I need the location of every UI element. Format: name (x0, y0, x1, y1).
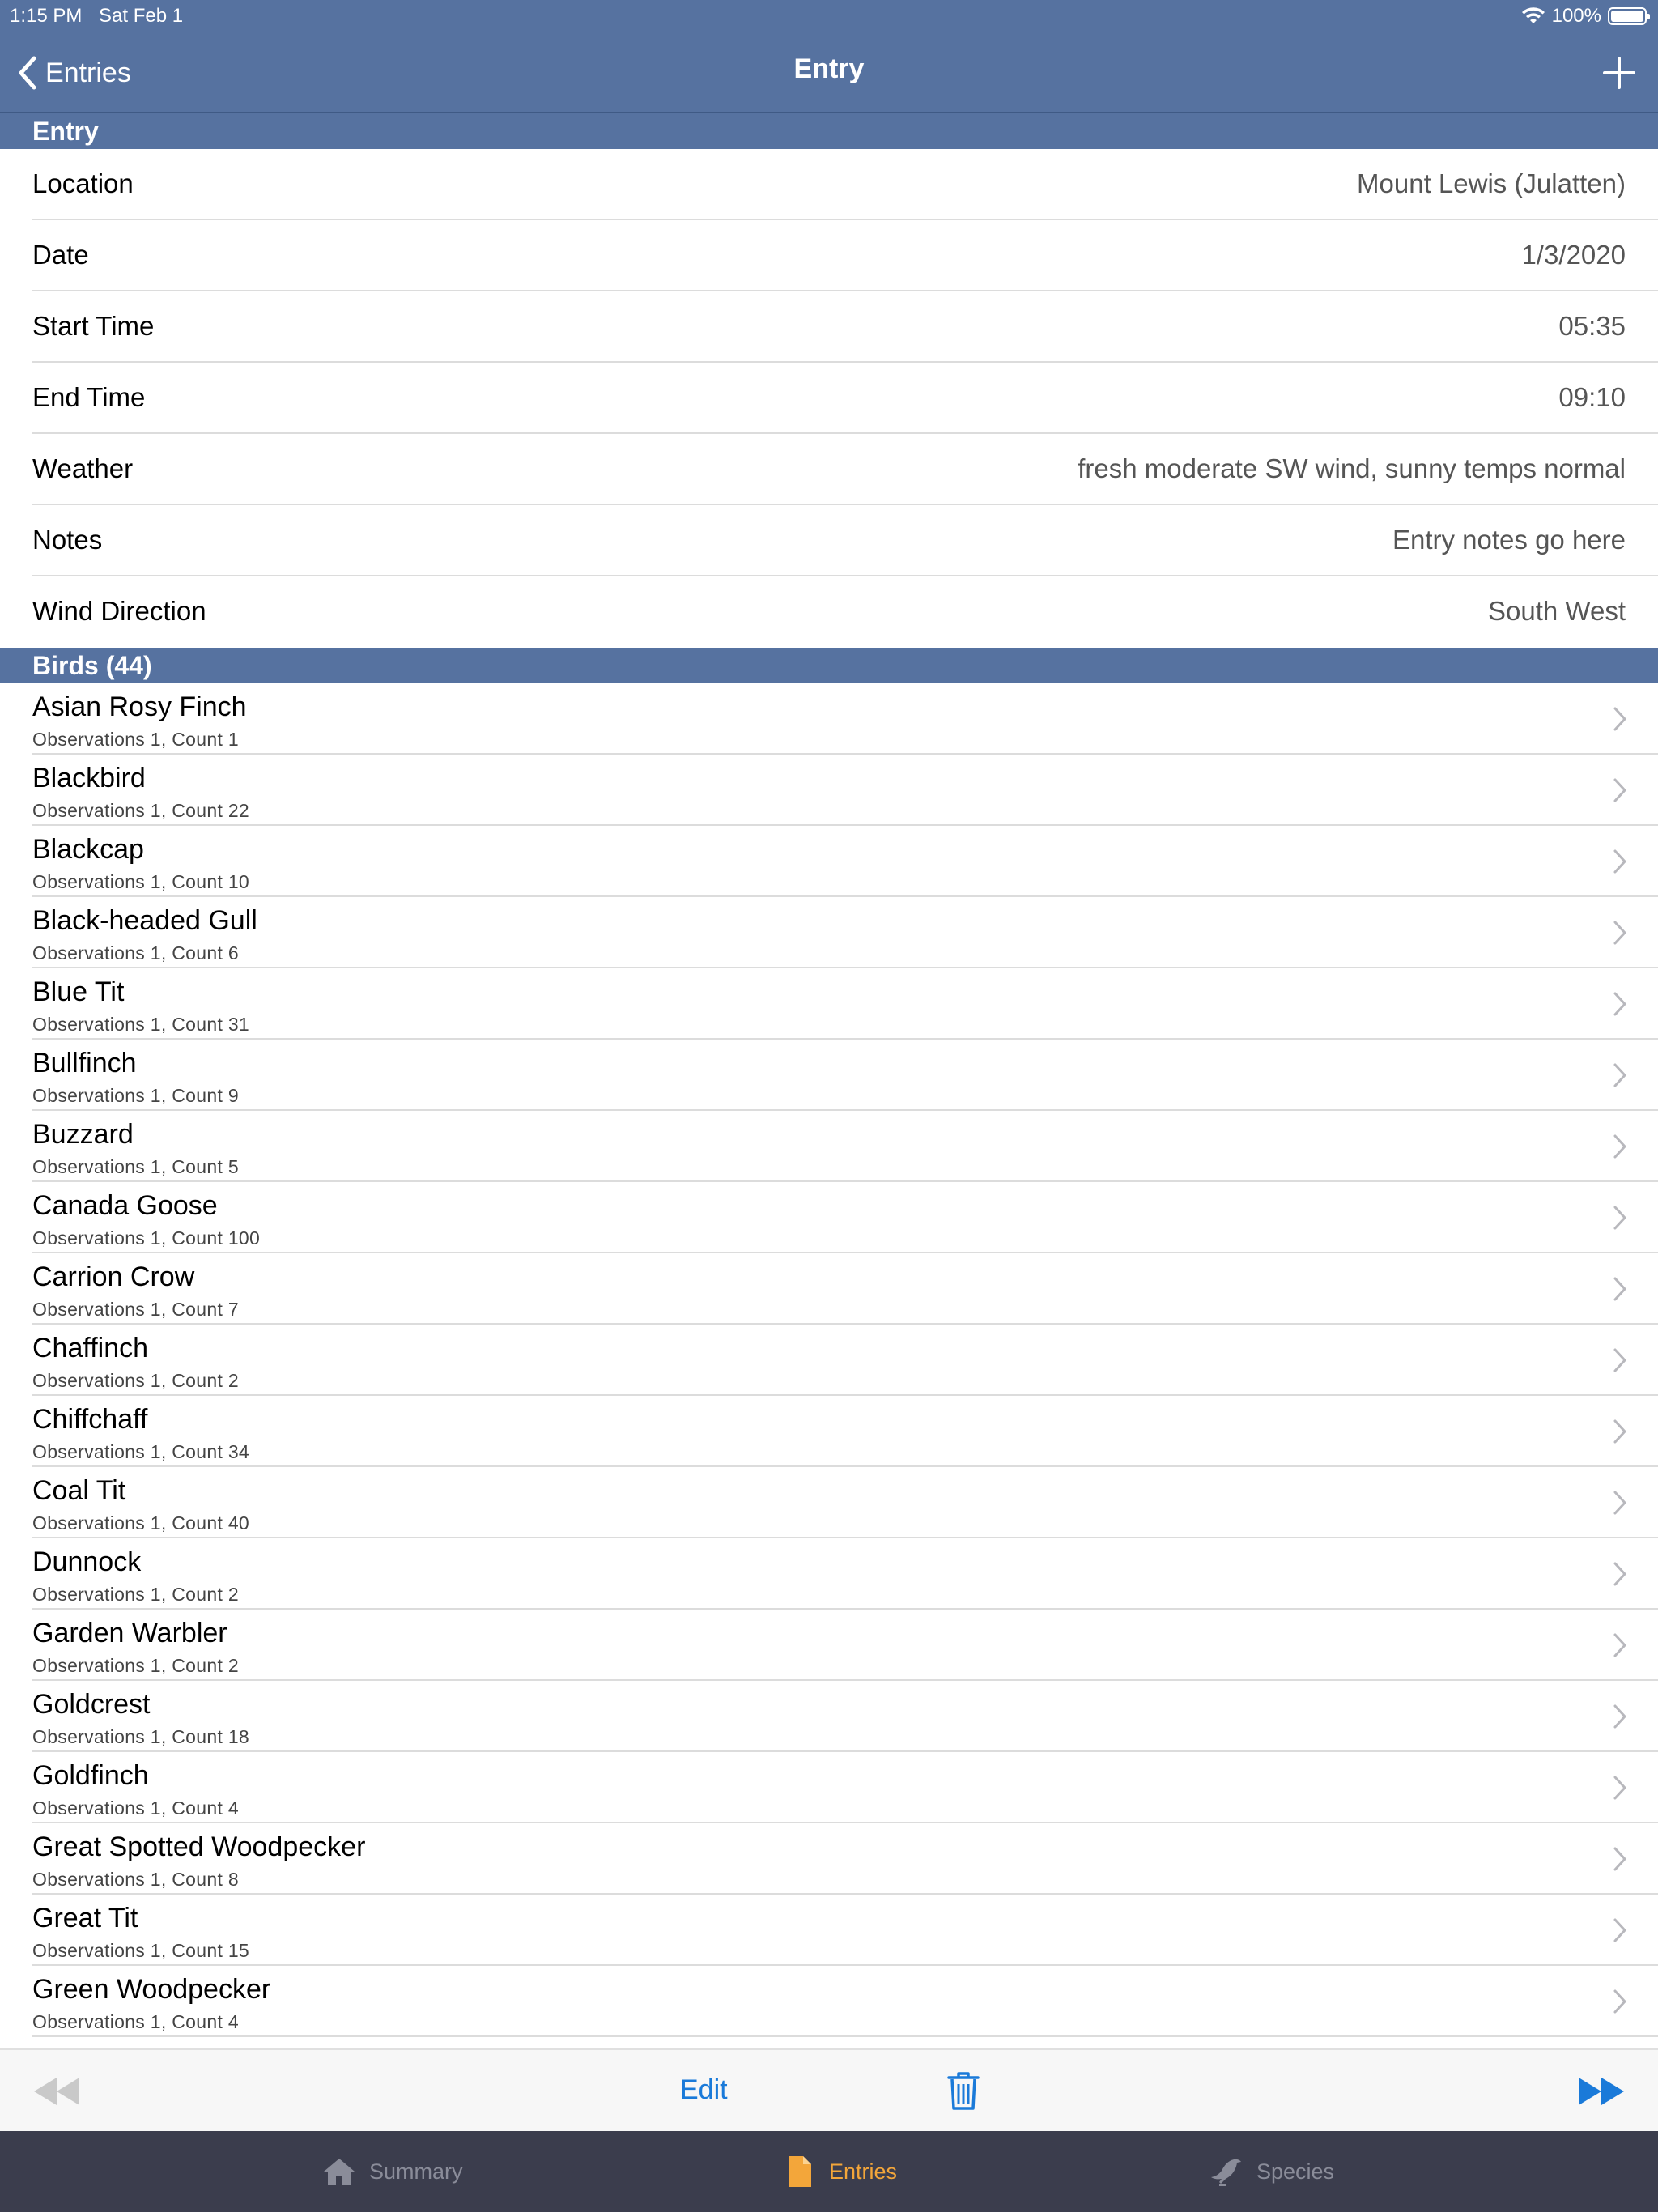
bird-observation-summary: Observations 1, Count 1 (32, 729, 239, 750)
chevron-right-icon (1613, 1846, 1627, 1872)
bird-list-item[interactable] (0, 1610, 1658, 1681)
bird-observation-summary: Observations 1, Count 8 (32, 1869, 239, 1890)
battery-fill (1611, 11, 1643, 22)
bird-observation-summary: Observations 1, Count 5 (32, 1156, 239, 1177)
bird-name: Green Woodpecker (32, 1974, 271, 2005)
plus-icon[interactable] (1601, 55, 1637, 91)
chevron-right-icon (1613, 1205, 1627, 1231)
entry-value: 05:35 (1558, 311, 1626, 341)
chevron-right-icon (1613, 1561, 1627, 1587)
entry-row-wind-direction[interactable] (0, 576, 1658, 648)
battery-icon (1608, 7, 1647, 25)
entry-label: Wind Direction (32, 596, 206, 626)
bird-list-item[interactable] (0, 1253, 1658, 1325)
bird-name: Bullfinch (32, 1048, 137, 1078)
navigation-bar (0, 32, 1658, 113)
chevron-right-icon (1613, 849, 1627, 874)
fast-forward-icon[interactable] (1577, 2076, 1626, 2107)
chevron-right-icon (1613, 1989, 1627, 2014)
entry-label: End Time (32, 382, 146, 412)
bird-list-item[interactable] (0, 1752, 1658, 1823)
bird-name: Carrion Crow (32, 1261, 195, 1292)
rewind-icon (32, 2076, 81, 2107)
bird-observation-summary: Observations 1, Count 2 (32, 1584, 239, 1605)
bird-list-item[interactable] (0, 755, 1658, 826)
entry-row-start-time[interactable] (0, 291, 1658, 363)
house-icon (322, 2155, 356, 2189)
chevron-right-icon (1613, 1775, 1627, 1801)
status-date: Sat Feb 1 (99, 5, 184, 27)
bird-name: Goldcrest (32, 1689, 151, 1720)
tab-entries[interactable] (782, 2131, 897, 2212)
entry-value: 1/3/2020 (1521, 240, 1626, 270)
entry-section-header: Entry (0, 113, 1658, 149)
entry-label: Date (32, 240, 89, 270)
bird-name: Dunnock (32, 1546, 142, 1577)
chevron-right-icon (1613, 777, 1627, 803)
bird-name: Buzzard (32, 1119, 134, 1150)
entry-value: Entry notes go here (1392, 525, 1626, 555)
chevron-right-icon (1613, 1632, 1627, 1658)
status-right (1521, 3, 1647, 29)
entry-value: South West (1488, 596, 1626, 626)
bird-name: Coal Tit (32, 1475, 126, 1506)
bird-observation-summary: Observations 1, Count 4 (32, 2011, 239, 2032)
chevron-right-icon (1613, 920, 1627, 946)
bird-observation-summary: Observations 1, Count 34 (32, 1441, 250, 1462)
entry-label: Start Time (32, 311, 155, 341)
bird-list-item[interactable] (0, 1040, 1658, 1111)
chevron-right-icon (1613, 1134, 1627, 1159)
bird-list-item[interactable] (0, 1396, 1658, 1467)
bird-name: Asian Rosy Finch (32, 691, 247, 722)
bird-name: Great Spotted Woodpecker (32, 1831, 366, 1862)
bird-list-item[interactable] (0, 1467, 1658, 1538)
chevron-right-icon (1613, 706, 1627, 732)
chevron-right-icon (1613, 1062, 1627, 1088)
bird-name: Garden Warbler (32, 1618, 227, 1648)
entry-label: Notes (32, 525, 103, 555)
entry-label: Location (32, 168, 134, 198)
chevron-right-icon (1613, 1704, 1627, 1729)
bird-observation-summary: Observations 1, Count 15 (32, 1940, 250, 1961)
bird-list-item[interactable] (0, 1111, 1658, 1182)
chevron-right-icon (1613, 1490, 1627, 1516)
bird-list-item[interactable] (0, 897, 1658, 968)
chevron-right-icon (1613, 1347, 1627, 1373)
row-divider (32, 2035, 1658, 2037)
bottom-toolbar (0, 2048, 1658, 2131)
bird-name: Blackbird (32, 763, 146, 793)
battery-percent: 100% (1551, 5, 1601, 27)
bird-list-item[interactable] (0, 1895, 1658, 1966)
back-button-label: Entries (45, 57, 131, 88)
entry-row-date[interactable] (0, 220, 1658, 291)
bird-icon (1209, 2155, 1244, 2189)
chevron-right-icon (1613, 1917, 1627, 1943)
bird-name: Great Tit (32, 1903, 138, 1933)
bird-list-item[interactable] (0, 1681, 1658, 1752)
status-bar (0, 0, 1658, 32)
tab-label: Summary (369, 2159, 463, 2184)
bird-list-item[interactable] (0, 1538, 1658, 1610)
bird-observation-summary: Observations 1, Count 10 (32, 871, 250, 892)
entry-label: Weather (32, 453, 134, 483)
chevron-right-icon (1613, 1419, 1627, 1444)
chevron-right-icon (1613, 991, 1627, 1017)
bird-name: Goldfinch (32, 1760, 149, 1791)
edit-button[interactable]: Edit (680, 2074, 728, 2105)
bird-observation-summary: Observations 1, Count 2 (32, 1655, 239, 1676)
bird-list-item[interactable] (0, 826, 1658, 897)
tab-species[interactable] (1209, 2131, 1334, 2212)
bird-name: Chiffchaff (32, 1404, 148, 1435)
bird-observation-summary: Observations 1, Count 2 (32, 1370, 239, 1391)
birds-section-header: Birds (44) (0, 648, 1658, 683)
bird-observation-summary: Observations 1, Count 7 (32, 1299, 239, 1320)
page-title: Entry (793, 53, 865, 84)
tab-bar (0, 2131, 1658, 2212)
bird-name: Blackcap (32, 834, 144, 865)
bird-list-item[interactable] (0, 1823, 1658, 1895)
bird-name: Chaffinch (32, 1333, 149, 1363)
bird-observation-summary: Observations 1, Count 31 (32, 1014, 250, 1035)
chevron-right-icon (1613, 1276, 1627, 1302)
bird-list-item[interactable] (0, 968, 1658, 1040)
trash-icon[interactable] (946, 2069, 981, 2112)
entry-value: Mount Lewis (Julatten) (1357, 168, 1626, 198)
bird-observation-summary: Observations 1, Count 9 (32, 1085, 239, 1106)
wifi-icon (1521, 6, 1545, 26)
bird-list-item[interactable] (0, 1182, 1658, 1253)
entry-row-end-time[interactable] (0, 363, 1658, 434)
bird-name: Canada Goose (32, 1190, 218, 1221)
bird-observation-summary: Observations 1, Count 22 (32, 800, 250, 821)
document-icon (782, 2155, 816, 2189)
bird-name: Black-headed Gull (32, 905, 257, 936)
bird-name: Blue Tit (32, 976, 125, 1007)
bird-observation-summary: Observations 1, Count 4 (32, 1797, 239, 1819)
bird-list-item[interactable] (0, 1966, 1658, 2037)
bird-observation-summary: Observations 1, Count 100 (32, 1227, 261, 1249)
entry-row-weather[interactable] (0, 434, 1658, 505)
entry-row-location[interactable] (0, 149, 1658, 220)
entry-value: fresh moderate SW wind, sunny temps normal (1078, 453, 1626, 483)
bird-observation-summary: Observations 1, Count 6 (32, 942, 239, 963)
bird-observation-summary: Observations 1, Count 40 (32, 1512, 250, 1534)
entry-row-notes[interactable] (0, 505, 1658, 576)
bird-observation-summary: Observations 1, Count 18 (32, 1726, 250, 1747)
entry-value: 09:10 (1558, 382, 1626, 412)
bird-list-item[interactable] (0, 1325, 1658, 1396)
tab-label: Species (1256, 2159, 1335, 2184)
status-time: 1:15 PM (10, 5, 83, 27)
tab-summary[interactable] (322, 2131, 463, 2212)
bird-list-item[interactable] (0, 683, 1658, 755)
tab-label: Entries (829, 2159, 898, 2184)
